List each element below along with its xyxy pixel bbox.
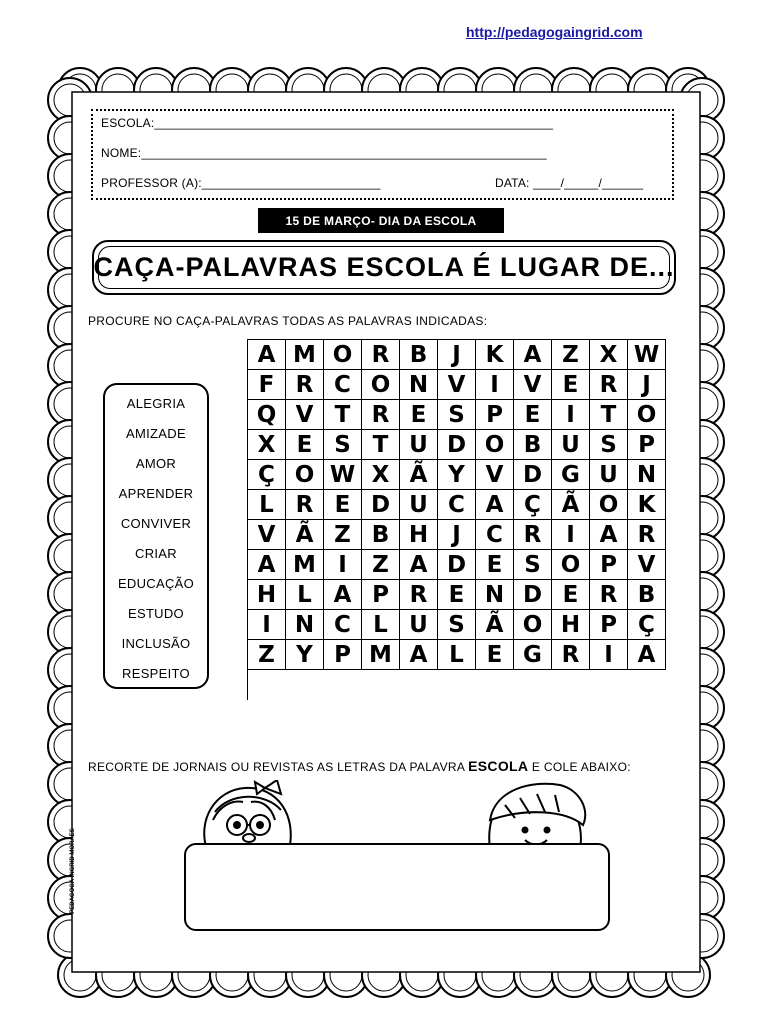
grid-cell: S bbox=[438, 400, 476, 430]
word-list-item: APRENDER bbox=[118, 486, 194, 501]
grid-cell: D bbox=[438, 550, 476, 580]
cut-instruction-end: E COLE ABAIXO: bbox=[528, 760, 631, 774]
school-field[interactable]: ESCOLA:__________________________________________________________ bbox=[101, 116, 554, 130]
word-list-item: CRIAR bbox=[135, 546, 177, 561]
grid-cell: F bbox=[248, 370, 286, 400]
grid-cell: N bbox=[286, 610, 324, 640]
grid-cell: R bbox=[362, 340, 400, 370]
grid-cell: R bbox=[590, 370, 628, 400]
grid-cell: W bbox=[628, 340, 666, 370]
grid-cell: A bbox=[514, 340, 552, 370]
grid-cell: C bbox=[324, 610, 362, 640]
word-list-item: AMOR bbox=[135, 456, 177, 471]
grid-cell: A bbox=[476, 490, 514, 520]
word-search-grid bbox=[247, 339, 666, 700]
grid-cell: Ã bbox=[552, 490, 590, 520]
grid-cell: E bbox=[438, 580, 476, 610]
grid-cell: P bbox=[590, 610, 628, 640]
grid-cell: I bbox=[552, 400, 590, 430]
grid-cell: E bbox=[324, 490, 362, 520]
grid-cell: I bbox=[248, 610, 286, 640]
grid-cell: E bbox=[552, 370, 590, 400]
grid-cell: N bbox=[400, 370, 438, 400]
grid-cell: J bbox=[438, 340, 476, 370]
grid-cell: Ã bbox=[286, 520, 324, 550]
grid-cell: Z bbox=[552, 340, 590, 370]
grid-cell: S bbox=[324, 430, 362, 460]
grid-cell: T bbox=[590, 400, 628, 430]
grid-cell: B bbox=[628, 580, 666, 610]
grid-cell: G bbox=[552, 460, 590, 490]
grid-cell: U bbox=[400, 430, 438, 460]
grid-cell: P bbox=[590, 550, 628, 580]
grid-cell: Z bbox=[248, 640, 286, 670]
teacher-field[interactable]: PROFESSOR (A):__________________________ bbox=[101, 176, 381, 190]
grid-cell: V bbox=[286, 400, 324, 430]
grid-cell: K bbox=[476, 340, 514, 370]
cut-instruction-text: RECORTE DE JORNAIS OU REVISTAS AS LETRAS DA PALAVRA bbox=[88, 760, 469, 774]
grid-cell: L bbox=[286, 580, 324, 610]
grid-cell: V bbox=[438, 370, 476, 400]
credit-text: PEDAGOGA INGRID MORAES bbox=[70, 828, 76, 914]
grid-cell: Q bbox=[248, 400, 286, 430]
grid-cell: V bbox=[248, 520, 286, 550]
site-url-link[interactable]: http://pedagogaingrid.com bbox=[466, 24, 643, 40]
grid-cell: A bbox=[400, 640, 438, 670]
grid-cell: C bbox=[324, 370, 362, 400]
grid-cell: K bbox=[628, 490, 666, 520]
grid-cell: U bbox=[400, 610, 438, 640]
student-info-box bbox=[91, 109, 674, 200]
grid-cell: B bbox=[514, 430, 552, 460]
word-list-item: RESPEITO bbox=[122, 666, 190, 681]
grid-cell: N bbox=[476, 580, 514, 610]
grid-cell: E bbox=[552, 580, 590, 610]
word-list-item: CONVIVER bbox=[120, 516, 192, 531]
grid-cell: V bbox=[514, 370, 552, 400]
grid-cell: R bbox=[590, 580, 628, 610]
grid-cell: D bbox=[514, 460, 552, 490]
word-list-item: AMIZADE bbox=[126, 426, 186, 441]
grid-cell: O bbox=[590, 490, 628, 520]
name-field[interactable]: NOME:___________________________________________________________ bbox=[101, 146, 547, 160]
grid-cell: O bbox=[324, 340, 362, 370]
grid-cell: H bbox=[552, 610, 590, 640]
grid-cell: P bbox=[628, 430, 666, 460]
grid-cell: P bbox=[362, 580, 400, 610]
grid-cell: P bbox=[476, 400, 514, 430]
grid-cell: Z bbox=[324, 520, 362, 550]
grid-cell: A bbox=[628, 640, 666, 670]
word-list-item: EDUCAÇÃO bbox=[117, 576, 195, 591]
search-instruction: PROCURE NO CAÇA-PALAVRAS TODAS AS PALAVRAS INDICADAS: bbox=[88, 314, 488, 328]
grid-cell: V bbox=[476, 460, 514, 490]
cut-instruction bbox=[88, 758, 631, 774]
grid-cell: M bbox=[286, 550, 324, 580]
grid-cell: B bbox=[400, 340, 438, 370]
grid-cell: U bbox=[590, 460, 628, 490]
grid-cell: M bbox=[362, 640, 400, 670]
grid-cell: S bbox=[590, 430, 628, 460]
grid-cell: V bbox=[628, 550, 666, 580]
grid-cell: A bbox=[324, 580, 362, 610]
grid-cell: N bbox=[628, 460, 666, 490]
grid-cell: D bbox=[438, 430, 476, 460]
word-list-item: INCLUSÃO bbox=[121, 636, 191, 651]
grid-cell: E bbox=[476, 550, 514, 580]
grid-cell: D bbox=[514, 580, 552, 610]
paste-area-box bbox=[184, 843, 610, 931]
grid-cell: X bbox=[362, 460, 400, 490]
grid-cell: Z bbox=[362, 550, 400, 580]
side-credit bbox=[66, 810, 80, 940]
grid-cell: B bbox=[362, 520, 400, 550]
grid-cell: D bbox=[362, 490, 400, 520]
grid-cell: O bbox=[628, 400, 666, 430]
title-box bbox=[92, 240, 676, 295]
word-list-item: ESTUDO bbox=[128, 606, 184, 621]
grid-cell: R bbox=[286, 370, 324, 400]
date-banner: 15 DE MARÇO- DIA DA ESCOLA bbox=[258, 208, 504, 233]
grid-cell: S bbox=[438, 610, 476, 640]
grid-cell: U bbox=[400, 490, 438, 520]
grid-cell: L bbox=[248, 490, 286, 520]
grid-cell: O bbox=[362, 370, 400, 400]
grid-cell: A bbox=[590, 520, 628, 550]
grid-cell: L bbox=[438, 640, 476, 670]
grid-cell: R bbox=[286, 490, 324, 520]
grid-cell: R bbox=[514, 520, 552, 550]
grid-cell: E bbox=[514, 400, 552, 430]
grid-cell: Y bbox=[438, 460, 476, 490]
grid-cell: O bbox=[476, 430, 514, 460]
grid-cell: A bbox=[248, 550, 286, 580]
grid-cell: Ã bbox=[476, 610, 514, 640]
grid-cell: A bbox=[400, 550, 438, 580]
grid-cell: R bbox=[362, 400, 400, 430]
grid-cell: G bbox=[514, 640, 552, 670]
grid-cell: I bbox=[590, 640, 628, 670]
grid-cell: H bbox=[400, 520, 438, 550]
grid-cell: A bbox=[248, 340, 286, 370]
grid-cell: I bbox=[476, 370, 514, 400]
grid-cell: X bbox=[590, 340, 628, 370]
grid-cell: C bbox=[438, 490, 476, 520]
grid-cell: S bbox=[514, 550, 552, 580]
grid-cell: H bbox=[248, 580, 286, 610]
grid-cell: Ç bbox=[248, 460, 286, 490]
grid-cell: P bbox=[324, 640, 362, 670]
page-title: CAÇA-PALAVRAS ESCOLA É LUGAR DE... bbox=[98, 246, 670, 289]
grid-cell: Ã bbox=[400, 460, 438, 490]
grid-cell: O bbox=[514, 610, 552, 640]
grid-cell: Ç bbox=[628, 610, 666, 640]
grid-cell: X bbox=[248, 430, 286, 460]
grid-cell: L bbox=[362, 610, 400, 640]
grid-cell: T bbox=[362, 430, 400, 460]
grid-cell: I bbox=[552, 520, 590, 550]
grid-cell: E bbox=[400, 400, 438, 430]
grid-cell: R bbox=[552, 640, 590, 670]
grid-cell: Ç bbox=[514, 490, 552, 520]
word-list-item: ALEGRIA bbox=[126, 396, 186, 411]
grid-cell: T bbox=[324, 400, 362, 430]
grid-cell: J bbox=[628, 370, 666, 400]
grid-cell: J bbox=[438, 520, 476, 550]
grid-cell: E bbox=[286, 430, 324, 460]
grid-cell: I bbox=[324, 550, 362, 580]
grid-cell: Y bbox=[286, 640, 324, 670]
grid-cell: U bbox=[552, 430, 590, 460]
date-field[interactable]: DATA: ____/_____/______ bbox=[495, 176, 644, 190]
grid-cell: M bbox=[286, 340, 324, 370]
grid-cell: R bbox=[628, 520, 666, 550]
grid-cell: W bbox=[324, 460, 362, 490]
grid-cell: R bbox=[400, 580, 438, 610]
grid-cell: O bbox=[286, 460, 324, 490]
grid-cell: O bbox=[552, 550, 590, 580]
grid-cell: C bbox=[476, 520, 514, 550]
cut-instruction-highlight: ESCOLA bbox=[468, 758, 529, 774]
word-list-box bbox=[103, 383, 209, 689]
grid-cell: E bbox=[476, 640, 514, 670]
